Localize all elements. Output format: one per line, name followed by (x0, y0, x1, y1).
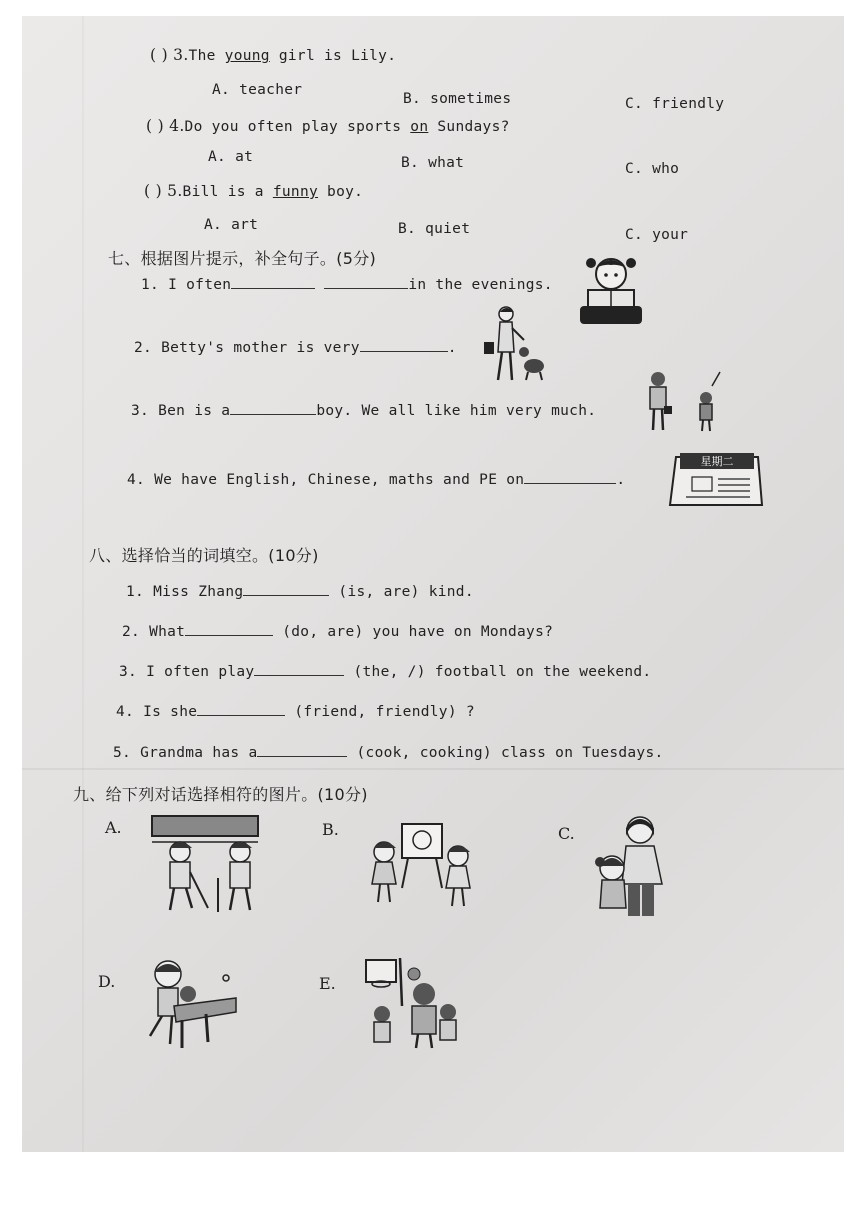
option-b: B. quiet (398, 221, 471, 237)
kids-playing-basketball-picture[interactable] (362, 956, 462, 1050)
answer-blank[interactable] (197, 714, 285, 716)
q7-item-2: 2. Betty's mother is very . (134, 340, 457, 356)
q8-item-5: 5. Grandma has a (cook, cooking) class on Tuesdays. (113, 745, 664, 761)
item-number: 3. (173, 46, 189, 64)
item-number: 4. (169, 117, 185, 135)
calendar-picture (666, 449, 764, 511)
picture-label-d: D. (98, 972, 116, 991)
picture-label-a: A. (105, 818, 122, 837)
q6-item-5: ( ) 5.Bill is a funny boy. (144, 182, 364, 200)
q7-item-4: 4. We have English, Chinese, maths and PE on . (127, 472, 626, 488)
q8-item-1: 1. Miss Zhang (is, are) kind. (126, 584, 474, 600)
calendar-weekday: 星期二 (700, 455, 734, 468)
answer-paren[interactable]: ( ) (144, 182, 162, 200)
answer-blank[interactable] (360, 350, 448, 352)
answer-paren[interactable]: ( ) (150, 46, 168, 64)
item-number: 5. (167, 182, 183, 200)
option-c: C. friendly (625, 96, 725, 112)
option-a: A. teacher (212, 82, 303, 98)
girl-reading-picture (574, 254, 648, 328)
q6-item-3: ( ) 3.The young girl is Lily. (150, 46, 397, 64)
paper-crease (82, 16, 84, 1152)
answer-blank[interactable] (324, 287, 408, 289)
option-c: C. your (625, 227, 689, 243)
answer-blank[interactable] (230, 413, 316, 415)
q7-item-1: 1. I often in the evenings. (141, 277, 553, 293)
answer-blank[interactable] (257, 755, 347, 757)
section-7-heading: 七、根据图片提示，补全句子。(5分) (108, 249, 377, 268)
answer-paren[interactable]: ( ) (146, 117, 164, 135)
picture-label-c: C. (558, 824, 575, 843)
answer-blank[interactable] (254, 674, 344, 676)
option-b: B. sometimes (403, 91, 512, 107)
boy-playing-ping-pong-picture[interactable] (136, 956, 240, 1050)
q8-item-3: 3. I often play (the, /) football on the weekend. (119, 664, 652, 680)
section-9-heading: 九、给下列对话选择相符的图片。(10分) (73, 785, 368, 804)
q8-item-4: 4. Is she (friend, friendly) ? (116, 704, 475, 720)
section-8-heading: 八、选择恰当的词填空。(10分) (89, 546, 319, 565)
option-c: C. who (625, 161, 680, 177)
underlined-word: funny (272, 184, 319, 200)
underlined-word: young (224, 48, 270, 64)
answer-blank[interactable] (524, 482, 616, 484)
girls-drawing-picture[interactable] (362, 818, 480, 910)
answer-blank[interactable] (185, 634, 273, 636)
q7-item-3: 3. Ben is a boy. We all like him very much. (131, 403, 597, 419)
q8-item-2: 2. What (do, are) you have on Mondays? (122, 624, 554, 640)
option-a: A. at (208, 149, 254, 165)
boys-sweeping-picture[interactable] (148, 812, 262, 920)
option-a: A. art (204, 217, 259, 233)
option-b: B. what (401, 155, 465, 171)
answer-blank[interactable] (231, 287, 315, 289)
boy-helping-picture (642, 368, 726, 434)
paper-crease (22, 768, 844, 770)
picture-label-b: B. (322, 820, 339, 839)
q6-item-4: ( ) 4.Do you often play sports on Sundays? (146, 117, 510, 135)
mother-with-dog-picture (474, 304, 554, 386)
picture-label-e: E. (319, 974, 336, 993)
answer-blank[interactable] (243, 594, 329, 596)
underlined-word: on (410, 119, 429, 135)
mother-and-girl-picture[interactable] (592, 812, 674, 920)
